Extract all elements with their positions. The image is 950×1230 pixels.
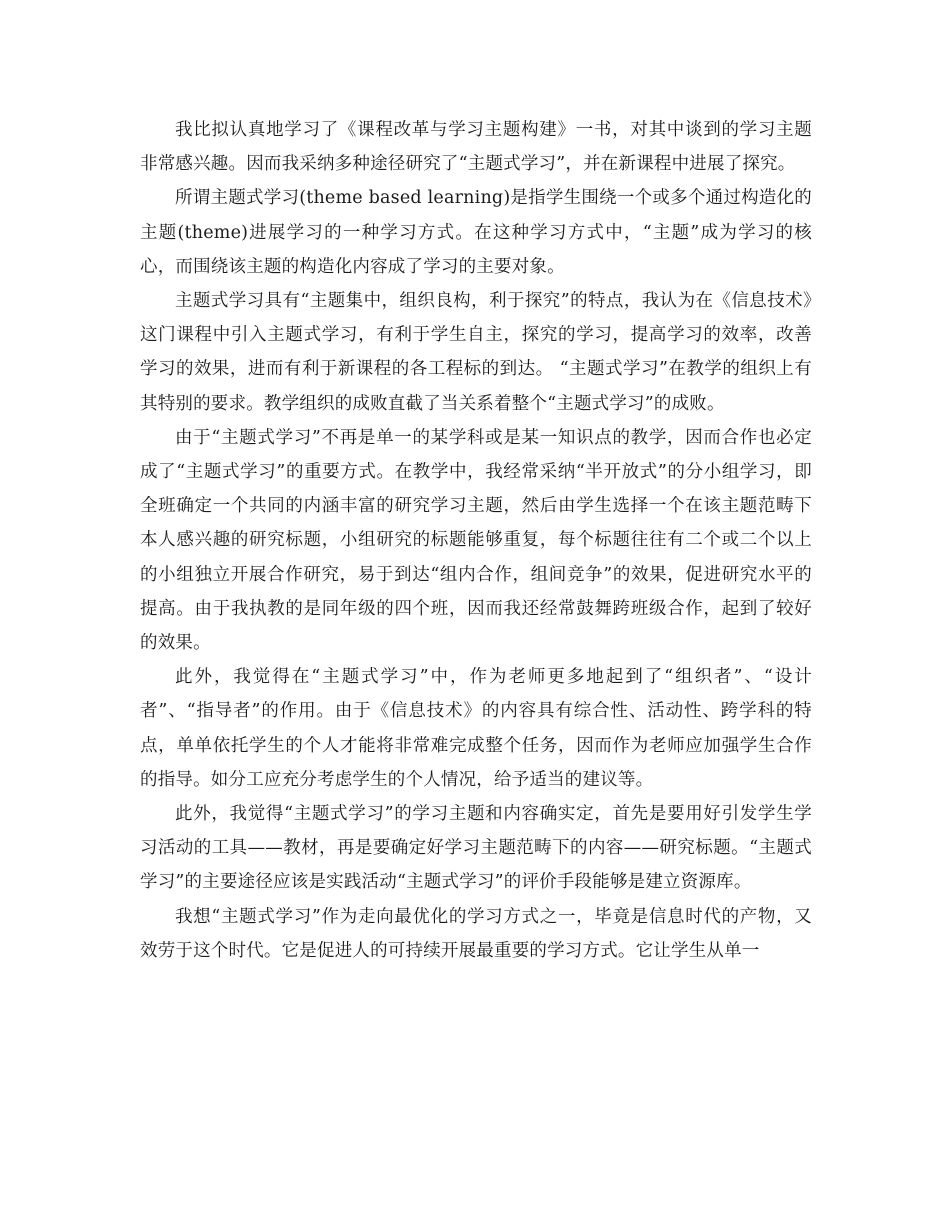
document-body [140,113,812,968]
paragraph-6: 此外，我觉得“主题式学习”的学习主题和内容确实定，首先是要用好引发学生学习活动的工具——教材，再是要确定好学习主题范畴下的内容——研究标题。“主题式学习”的主要途径应该是实践活动“主题式学习”的评价手段能够是建立资源库。 [140,804,812,893]
paragraph-4: 由于“主题式学习”不再是单一的某学科或是某一知识点的教学，因而合作也必定成了“主题式学习”的重要方式。在教学中，我经常采纳“半开放式”的分小组学习，即全班确定一个共同的内涵丰富的研究学习主题，然后由学生选择一个在该主题范畴下本人感兴趣的研究标题，小组研究的标题能够重复，每个标题往往有二个或二个以上的小组独立开展合作研究，易于到达“组内合作，组间竞争”的效果，促进研究水平的提高。由于我执教的是同年级的四个班，因而我还经常鼓舞跨班级合作，起到了较好的效果。 [140,427,812,654]
paragraph-7: 我想“主题式学习”作为走向最优化的学习方式之一，毕竟是信息时代的产物，又效劳于这个时代。它是促进人的可持续开展最重要的学习方式。它让学生从单一 [140,906,812,961]
paragraph-2: 所谓主题式学习(theme based learning)是指学生围绕一个或多个通过构造化的主题(theme)进展学习的一种学习方式。在这种学习方式中，“主题”成为学习的核心，而围绕该主题的构造化内容成了学习的主要对象。 [140,188,812,277]
paragraph-3: 主题式学习具有“主题集中，组织良构，利于探究”的特点，我认为在《信息技术》这门课程中引入主题式学习，有利于学生自主，探究的学习，提高学习的效率，改善学习的效果，进而有利于新课程的各工程标的到达。 “主题式学习”在教学的组织上有其特别的要求。教学组织的成败直截了当关系着整个“主题式学习”的成败。 [140,291,812,414]
paragraph-1: 我比拟认真地学习了《课程改革与学习主题构建》一书，对其中谈到的学习主题非常感兴趣。因而我采纳多种途径研究了“主题式学习”，并在新课程中进展了探究。 [140,120,812,175]
paragraph-5: 此外，我觉得在“主题式学习”中，作为老师更多地起到了“组织者”、“设计者”、“指导者”的作用。由于《信息技术》的内容具有综合性、活动性、跨学科的特点，单单依托学生的个人才能将非常难完成整个任务，因而作为老师应加强学生合作的指导。如分工应充分考虑学生的个人情况，给予适当的建议等。 [140,667,812,790]
